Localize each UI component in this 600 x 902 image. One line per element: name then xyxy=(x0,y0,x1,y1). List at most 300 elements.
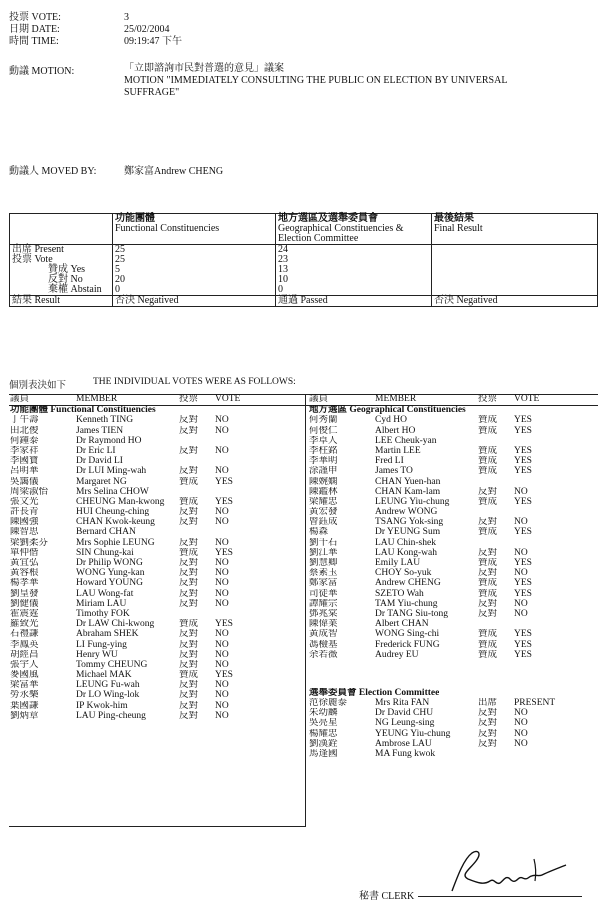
table-row xyxy=(309,629,564,639)
member-name-cn: 陳鑑林 xyxy=(309,486,338,497)
vote-en xyxy=(215,527,265,537)
vote-cn: 贊成 xyxy=(478,649,498,660)
member-name-en: Dr Raymond HO xyxy=(76,435,142,446)
member-name-cn: 張宇人 xyxy=(10,659,39,670)
member-name-cn: 余若薇 xyxy=(309,649,338,660)
member-name-en: Cyd HO xyxy=(375,415,407,426)
member-name-cn: 朱幼麟 xyxy=(309,708,338,719)
member-name-cn: 李華明 xyxy=(309,456,338,467)
vote-en: YES xyxy=(215,476,233,487)
vote-label: 投票 VOTE: xyxy=(9,12,61,23)
date-label: 日期 DATE: xyxy=(9,24,60,35)
table-row xyxy=(10,487,265,497)
member-name-cn: 馬逢國 xyxy=(309,749,338,759)
vote-cn: 反對 xyxy=(179,710,199,721)
vote-cn: 反對 xyxy=(179,680,199,691)
table-row xyxy=(10,619,265,629)
vote-cn xyxy=(478,538,514,548)
vote-en: YES xyxy=(514,496,532,507)
member-name-en: Dr LUI Ming-wah xyxy=(76,466,147,477)
geo-vote: 23 xyxy=(278,254,288,265)
func-no: 20 xyxy=(115,274,125,285)
table-row xyxy=(10,415,265,425)
member-name-en: LAU Kong-wah xyxy=(375,547,438,558)
member-name-en: Dr TANG Siu-tong xyxy=(375,608,448,619)
vote-cn xyxy=(179,527,215,537)
member-name-cn: 何鍾泰 xyxy=(10,435,39,446)
table-row xyxy=(309,527,564,537)
table-row xyxy=(10,701,265,711)
vote-en: YES xyxy=(514,445,532,456)
member-name-en: James TIEN xyxy=(76,425,124,436)
member-name-cn: 吳亮星 xyxy=(309,718,338,729)
vote-cn: 反對 xyxy=(179,558,199,568)
vote-en: NO xyxy=(215,578,229,589)
vote-cn: 反對 xyxy=(478,738,498,749)
table-row xyxy=(10,527,265,537)
geo-yes: 13 xyxy=(278,264,288,275)
member-name-en: Miriam LAU xyxy=(76,598,127,609)
member-name-en: Mrs Selina CHOW xyxy=(76,486,149,497)
vote-en: YES xyxy=(215,547,233,558)
vote-cn: 反對 xyxy=(478,598,498,609)
table-row xyxy=(10,548,265,558)
summary-labels xyxy=(10,245,113,296)
member-name-en: Kenneth TING xyxy=(76,415,134,426)
member-name-en: Dr Eric LI xyxy=(76,445,116,456)
election-rows xyxy=(309,698,564,759)
member-name-en: Albert CHAN xyxy=(375,619,429,630)
member-name-en: Dr David CHU xyxy=(375,708,434,719)
member-name-cn: 鄭家富 xyxy=(309,578,338,589)
functional-votes-list xyxy=(10,394,265,721)
member-name-cn: 李家祥 xyxy=(10,445,39,456)
table-row xyxy=(10,578,265,588)
table-row xyxy=(309,497,564,507)
member-name-cn: 丁午壽 xyxy=(10,415,39,426)
time-value: 09:19:47 下午 xyxy=(124,36,183,47)
member-name-en: Margaret NG xyxy=(76,476,127,487)
member-name-en: WONG Sing-chi xyxy=(375,629,440,640)
member-name-cn: 劉漢銓 xyxy=(309,738,338,749)
vote-en: NO xyxy=(215,425,229,436)
group-spacer xyxy=(309,660,564,688)
vote-cn xyxy=(179,456,215,466)
vote-cn xyxy=(478,749,514,759)
geo-no: 10 xyxy=(278,274,288,285)
col-functional-cn: 功能團體 xyxy=(115,213,155,224)
member-name-en: CHEUNG Man-kwong xyxy=(76,496,165,507)
member-name-en: WONG Yung-kan xyxy=(76,568,145,579)
vote-en: NO xyxy=(215,466,229,477)
member-name-en: LEUNG Yiu-chung xyxy=(375,496,450,507)
member-name-cn: 許長青 xyxy=(10,507,39,518)
vote-cn: 出席 xyxy=(478,698,498,709)
vote-en: NO xyxy=(215,445,229,456)
table-row xyxy=(10,640,265,650)
member-name-cn: 梁劉柔芬 xyxy=(10,537,49,548)
member-name-en: SZETO Wah xyxy=(375,588,424,599)
vote-en: YES xyxy=(215,619,233,630)
vote-cn xyxy=(478,436,514,446)
member-name-cn: 曾鈺成 xyxy=(309,517,338,528)
member-name-en: CHAN Yuen-han xyxy=(375,476,441,487)
vote-cn: 反對 xyxy=(478,608,498,619)
col-final xyxy=(432,214,598,245)
vote-cn: 贊成 xyxy=(478,639,498,650)
vote-en xyxy=(514,538,564,548)
date-value: 25/02/2004 xyxy=(124,24,170,35)
table-row xyxy=(309,609,564,619)
vote-cn: 贊成 xyxy=(478,588,498,599)
table-row xyxy=(10,599,265,609)
vote-en: YES xyxy=(514,639,532,650)
func-yes: 5 xyxy=(115,264,120,275)
vote-en: NO xyxy=(215,415,229,426)
member-name-en: Dr Philip WONG xyxy=(76,558,143,568)
vote-en: NO xyxy=(215,710,229,721)
vote-en-header: VOTE xyxy=(514,394,540,404)
vote-en: NO xyxy=(215,588,229,599)
table-row xyxy=(309,517,564,527)
table-row xyxy=(309,589,564,599)
table-row xyxy=(309,487,564,497)
table-row xyxy=(309,650,564,660)
vote-en: YES xyxy=(514,527,532,538)
func-present: 25 xyxy=(115,244,125,255)
vote-cn: 贊成 xyxy=(179,547,199,558)
vote-en: YES xyxy=(514,466,532,477)
table-row xyxy=(309,477,564,487)
vote-cn: 贊成 xyxy=(478,425,498,436)
member-name-cn: 陳偉業 xyxy=(309,619,338,630)
vote-en xyxy=(514,477,564,487)
table-row xyxy=(10,456,265,466)
vote-en: NO xyxy=(514,598,528,609)
vote-cn: 贊成 xyxy=(478,445,498,456)
functional-group-title: 功能團體 Functional Constituencies xyxy=(10,405,156,416)
vote-cn: 反對 xyxy=(478,708,498,719)
vote-en: NO xyxy=(215,639,229,650)
col-functional xyxy=(113,214,276,245)
votes-column-divider xyxy=(305,394,306,826)
vote-en xyxy=(215,609,265,619)
vote-cn: 反對 xyxy=(179,568,199,579)
member-name-en: Howard YOUNG xyxy=(76,578,143,589)
table-row xyxy=(309,708,564,718)
vote-cn: 反對 xyxy=(179,649,199,660)
member-name-cn: 梁富華 xyxy=(10,680,39,691)
vote-cn xyxy=(179,487,215,497)
member-name-cn: 劉炳章 xyxy=(10,710,39,721)
member-name-en: Frederick FUNG xyxy=(375,639,440,650)
member-name-en: CHAN Kam-lam xyxy=(375,486,441,497)
member-en-header: MEMBER xyxy=(76,394,118,404)
member-name-en: CHOY So-yuk xyxy=(375,568,432,579)
member-name-en: Dr LAW Chi-kwong xyxy=(76,619,155,630)
vote-en: YES xyxy=(514,415,532,426)
member-name-en: Michael MAK xyxy=(76,670,132,681)
table-row xyxy=(10,629,265,639)
member-name-cn: 劉千石 xyxy=(309,537,338,548)
vote-cn xyxy=(179,609,215,619)
member-name-en: SIN Chung-kai xyxy=(76,547,134,558)
vote-cn xyxy=(478,507,514,517)
motion-title-english-cont: SUFFRAGE" xyxy=(124,87,180,98)
func-vote: 25 xyxy=(115,254,125,265)
vote-cn: 反對 xyxy=(478,517,498,528)
member-name-cn: 劉皇發 xyxy=(10,588,39,599)
vote-en-header: VOTE xyxy=(215,394,241,404)
vote-cn: 反對 xyxy=(478,568,498,579)
vote-en xyxy=(215,436,265,446)
vote-cn xyxy=(179,436,215,446)
vote-en: NO xyxy=(215,629,229,640)
member-name-cn: 胡經昌 xyxy=(10,649,39,660)
table-row xyxy=(10,711,265,721)
member-name-cn: 周梁淑怡 xyxy=(10,486,49,497)
table-row xyxy=(10,558,265,568)
col-functional-en: Functional Constituencies xyxy=(115,223,220,234)
vote-cn: 反對 xyxy=(179,588,199,599)
row-label-vote: 投票 Vote xyxy=(12,254,53,265)
vote-en: NO xyxy=(215,690,229,701)
member-name-cn: 黃宏發 xyxy=(309,507,338,518)
vote-cn: 反對 xyxy=(179,598,199,609)
member-name-cn: 霍震霆 xyxy=(10,608,39,619)
final-result: 否決 Negatived xyxy=(432,296,598,307)
summary-header-row xyxy=(10,214,598,245)
vote-en: YES xyxy=(514,425,532,436)
vote-cn: 反對 xyxy=(179,690,199,701)
table-row xyxy=(10,690,265,700)
table-row xyxy=(309,568,564,578)
member-name-en: Dr David LI xyxy=(76,456,123,467)
functional-group-row xyxy=(10,405,265,415)
vote-cn: 贊成 xyxy=(478,629,498,640)
member-cn-header: 議員 xyxy=(309,394,329,404)
geographical-group-row xyxy=(309,405,564,415)
member-name-cn: 張文光 xyxy=(10,496,39,507)
member-name-en: Abraham SHEK xyxy=(76,629,139,640)
col-geo-en-2: Election Committee xyxy=(278,233,359,244)
member-name-en: LAU Ping-cheung xyxy=(76,710,146,721)
member-name-en: Emily LAU xyxy=(375,558,421,568)
member-name-cn: 黃成智 xyxy=(309,629,338,640)
vote-en xyxy=(514,507,564,517)
member-name-cn: 陳智思 xyxy=(10,527,39,538)
vote-cn: 反對 xyxy=(179,659,199,670)
table-row xyxy=(10,589,265,599)
row-label-present: 出席 Present xyxy=(12,244,64,255)
table-row xyxy=(309,749,564,759)
vote-en: NO xyxy=(215,558,229,568)
member-name-cn: 李柱銘 xyxy=(309,445,338,456)
table-row xyxy=(309,578,564,588)
vote-cn: 反對 xyxy=(179,537,199,548)
member-name-cn: 劉慧卿 xyxy=(309,558,338,568)
table-row xyxy=(309,426,564,436)
member-name-en: Audrey EU xyxy=(375,649,419,660)
member-name-en: Mrs Sophie LEUNG xyxy=(76,537,155,548)
member-name-cn: 蔡素玉 xyxy=(309,568,338,579)
vote-cn: 反對 xyxy=(179,700,199,711)
moved-by-value: 鄭家富Andrew CHENG xyxy=(124,166,224,177)
vote-en xyxy=(514,749,564,759)
func-abstain: 0 xyxy=(115,284,120,295)
election-group-title: 選舉委員會 Election Committee xyxy=(309,687,440,698)
row-label-abstain: 棄權 Abstain xyxy=(48,284,102,295)
votes-left-bottom-rule xyxy=(9,826,306,827)
geo-result: 通過 Passed xyxy=(276,296,432,307)
member-name-cn: 黃容根 xyxy=(10,568,39,579)
member-name-en: LEE Cheuk-yan xyxy=(375,435,437,446)
row-label-no: 反對 No xyxy=(48,274,83,285)
vote-en: NO xyxy=(215,598,229,609)
col-geo-cn: 地方選區及選舉委員會 xyxy=(278,213,378,224)
vote-cn: 贊成 xyxy=(179,496,199,507)
geo-present: 24 xyxy=(278,244,288,255)
vote-en: NO xyxy=(215,568,229,579)
member-name-en: Ambrose LAU xyxy=(375,738,432,749)
member-name-cn: 司徒華 xyxy=(309,588,338,599)
table-row xyxy=(10,446,265,456)
table-row xyxy=(10,517,265,527)
table-row xyxy=(309,558,564,568)
member-name-en: CHAN Kwok-keung xyxy=(76,517,155,528)
member-name-cn: 鄧兆棠 xyxy=(309,608,338,619)
table-row xyxy=(309,718,564,728)
member-name-en: IP Kwok-him xyxy=(76,700,128,711)
member-name-en: LEUNG Fu-wah xyxy=(76,680,140,691)
member-name-cn: 劉健儀 xyxy=(10,598,39,609)
member-name-cn: 羅致光 xyxy=(10,619,39,630)
member-name-en: Dr YEUNG Sum xyxy=(375,527,441,538)
vote-cn: 反對 xyxy=(179,415,199,426)
vote-en: NO xyxy=(215,517,229,528)
vote-en: YES xyxy=(514,629,532,640)
col-geographical xyxy=(276,214,432,245)
table-row xyxy=(10,568,265,578)
row-label-result: 結果 Result xyxy=(10,296,113,307)
vote-en: NO xyxy=(215,680,229,691)
member-name-en: LI Fung-ying xyxy=(76,639,127,650)
left-header-row xyxy=(10,394,265,404)
vote-cn: 贊成 xyxy=(179,619,199,630)
vote-en: NO xyxy=(215,537,229,548)
vote-en xyxy=(215,456,265,466)
vote-en: NO xyxy=(514,608,528,619)
functional-counts xyxy=(113,245,276,296)
member-name-cn: 涂謹申 xyxy=(309,466,338,477)
table-row xyxy=(309,698,564,708)
member-name-en: Tommy CHEUNG xyxy=(76,659,148,670)
vote-cn: 反對 xyxy=(179,578,199,589)
vote-en xyxy=(514,436,564,446)
table-row xyxy=(10,477,265,487)
table-row xyxy=(10,660,265,670)
individual-title-en: THE INDIVIDUAL VOTES WERE AS FOLLOWS: xyxy=(93,377,296,387)
member-name-en: TAM Yiu-chung xyxy=(375,598,438,609)
vote-en: NO xyxy=(215,649,229,660)
vote-cn: 反對 xyxy=(179,445,199,456)
vote-en: NO xyxy=(514,517,528,528)
vote-en: NO xyxy=(514,547,528,558)
table-row xyxy=(10,538,265,548)
vote-cn-header: 投票 xyxy=(478,394,498,404)
vote-cn: 贊成 xyxy=(478,466,498,477)
member-name-cn: 陳婉嫻 xyxy=(309,476,338,487)
member-name-cn: 陳國強 xyxy=(10,517,39,528)
member-name-en: YEUNG Yiu-chung xyxy=(375,728,451,739)
vote-cn: 反對 xyxy=(478,547,498,558)
vote-cn: 贊成 xyxy=(478,527,498,538)
member-name-en: HUI Cheung-ching xyxy=(76,507,150,518)
table-row xyxy=(309,415,564,425)
vote-cn: 贊成 xyxy=(478,558,498,568)
table-row xyxy=(309,507,564,517)
motion-title-english: MOTION "IMMEDIATELY CONSULTING THE PUBLIC ON ELECTION BY UNIVERSAL xyxy=(124,75,508,86)
member-name-cn: 李鳳英 xyxy=(10,639,39,650)
table-row xyxy=(10,426,265,436)
member-name-cn: 何秀蘭 xyxy=(309,415,338,426)
signature-stroke-2 xyxy=(534,859,536,881)
clerk-label: 秘書 CLERK xyxy=(359,891,415,902)
table-row xyxy=(309,466,564,476)
member-name-en: LAU Chin-shek xyxy=(375,537,436,548)
member-name-en: Andrew CHENG xyxy=(375,578,441,589)
table-row xyxy=(309,548,564,558)
member-name-en: Fred LI xyxy=(375,456,404,467)
member-name-cn: 何俊仁 xyxy=(309,425,338,436)
vote-en: YES xyxy=(514,649,532,660)
table-row xyxy=(10,609,265,619)
member-name-en: MA Fung kwok xyxy=(375,749,436,759)
table-row xyxy=(309,436,564,446)
member-name-en: Albert HO xyxy=(375,425,416,436)
row-label-yes: 贊成 Yes xyxy=(48,264,86,275)
vote-en: NO xyxy=(215,659,229,670)
vote-cn: 反對 xyxy=(478,718,498,729)
member-name-cn: 勞永樂 xyxy=(10,690,39,701)
vote-cn: 反對 xyxy=(478,486,498,497)
member-name-cn: 呂明華 xyxy=(10,466,39,477)
table-row xyxy=(309,599,564,609)
member-name-cn: 范徐麗泰 xyxy=(309,698,348,709)
vote-cn: 贊成 xyxy=(478,578,498,589)
geo-abstain: 0 xyxy=(278,284,283,295)
vote-en: NO xyxy=(215,700,229,711)
table-row xyxy=(10,680,265,690)
vote-cn: 反對 xyxy=(179,639,199,650)
table-row xyxy=(10,650,265,660)
final-counts-empty xyxy=(432,245,598,296)
vote-en: YES xyxy=(514,578,532,589)
individual-title-cn: 個別表決如下 xyxy=(9,381,67,391)
member-name-en: Henry WU xyxy=(76,649,118,660)
vote-en: YES xyxy=(514,456,532,467)
member-name-en: Bernard CHAN xyxy=(76,527,136,538)
geographical-counts xyxy=(276,245,432,296)
table-row xyxy=(10,436,265,446)
table-row xyxy=(10,507,265,517)
member-name-cn: 梁耀忠 xyxy=(309,496,338,507)
member-name-cn: 單仲偕 xyxy=(10,547,39,558)
vote-cn: 反對 xyxy=(179,517,199,528)
vote-en: NO xyxy=(514,486,528,497)
moved-by-label: 動議人 MOVED BY: xyxy=(9,166,97,177)
vote-en: NO xyxy=(514,568,528,579)
